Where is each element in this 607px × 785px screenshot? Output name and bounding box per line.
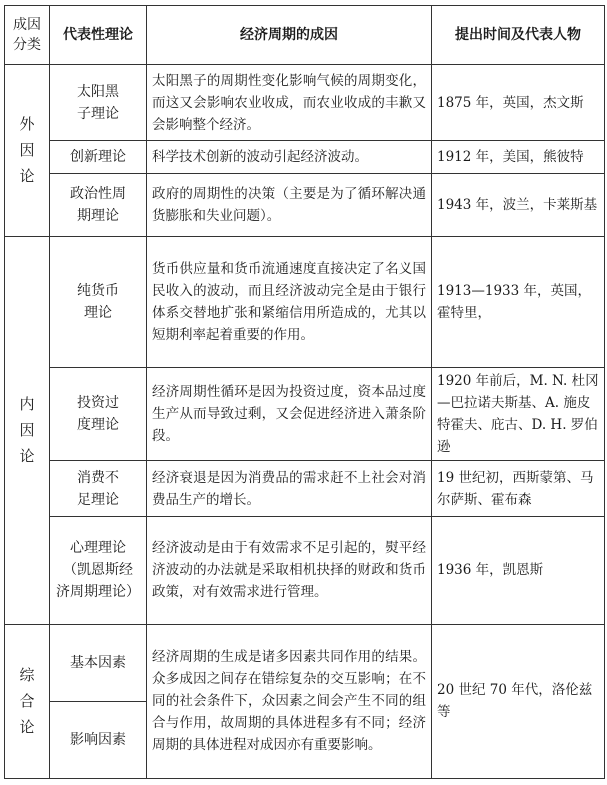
cause-cell: 经济衰退是因为消费品的需求赶不上社会对消费品生产的增长。 [147,461,432,517]
theory-political-cycle: 政治性周 期理论 [50,174,147,236]
header-row [5,6,605,65]
cause-cell: 经济波动是由于有效需求不足引起的，熨平经济波动的办法就是采取相机抉择的财政和货币政策，对有效需求进行管理。 [147,517,432,624]
table-row [5,367,605,460]
header-theory: 代表性理论 [50,6,147,65]
economic-cycle-table [4,5,605,779]
time-person-cell: 1920 年前后，M. N. 杜冈—巴拉诺夫斯基、A. 施皮特霍夫、庇古、D. H. 罗伯逊 [432,367,605,460]
header-time-person: 提出时间及代表人物 [432,6,605,65]
cause-cell: 经济周期性循环是因为投资过度，资本品过度生产从而导致过剩，又会促进经济进入萧条阶段。 [147,367,432,460]
table-row [5,65,605,141]
time-person-cell: 1913—1933 年，英国，霍特里， [432,236,605,367]
time-person-cell: 19 世纪初，西斯蒙第、马尔萨斯、霍布森 [432,461,605,517]
theory-pure-monetary: 纯货币 理论 [50,236,147,367]
table-row [5,624,605,701]
category-internal: 内 因 论 [5,236,50,624]
header-category: 成因 分类 [5,6,50,65]
category-synthetic: 综 合 论 [5,624,50,778]
cause-cell: 太阳黑子的周期性变化影响气候的周期变化，而这又会影响农业收成，而农业收成的丰歉又会影响整个经济。 [147,65,432,141]
time-person-cell: 1943 年，波兰，卡莱斯基 [432,174,605,236]
cause-cell: 科学技术创新的波动引起经济波动。 [147,141,432,174]
table-row [5,461,605,517]
time-person-cell: 1875 年，英国，杰文斯 [432,65,605,141]
table-row [5,141,605,174]
table-row [5,517,605,624]
table-row [5,174,605,236]
header-cause: 经济周期的成因 [147,6,432,65]
category-external: 外 因 论 [5,65,50,236]
theory-sunspot: 太阳黑 子理论 [50,65,147,141]
cause-cell: 经济周期的生成是诸多因素共同作用的结果。众多成因之间存在错综复杂的交互影响；在不同的社会条件下，众因素之间会产生不同的组合与作用，故周期的具体进程多有不同；经济周期的具体进程对成因亦有重要影响。 [147,624,432,778]
time-person-cell: 1936 年，凯恩斯 [432,517,605,624]
theory-psychological: 心理理论 （凯恩斯经 济周期理论） [50,517,147,624]
cause-cell: 政府的周期性的决策（主要是为了循环解决通货膨胀和失业问题）。 [147,174,432,236]
time-person-cell: 1912 年，美国，熊彼特 [432,141,605,174]
table-row [5,236,605,367]
time-person-cell: 20 世纪 70 年代，洛伦兹等 [432,624,605,778]
theory-innovation: 创新理论 [50,141,147,174]
theory-basic-factors: 基本因素 [50,624,147,701]
cause-cell: 货币供应量和货币流通速度直接决定了名义国民收入的波动，而且经济波动完全是由于银行体系交替地扩张和紧缩信用所造成的，尤其以短期利率起着重要的作用。 [147,236,432,367]
theory-influence-factors: 影响因素 [50,701,147,778]
theory-underconsumption: 消费不 足理论 [50,461,147,517]
theory-overinvestment: 投资过 度理论 [50,367,147,460]
